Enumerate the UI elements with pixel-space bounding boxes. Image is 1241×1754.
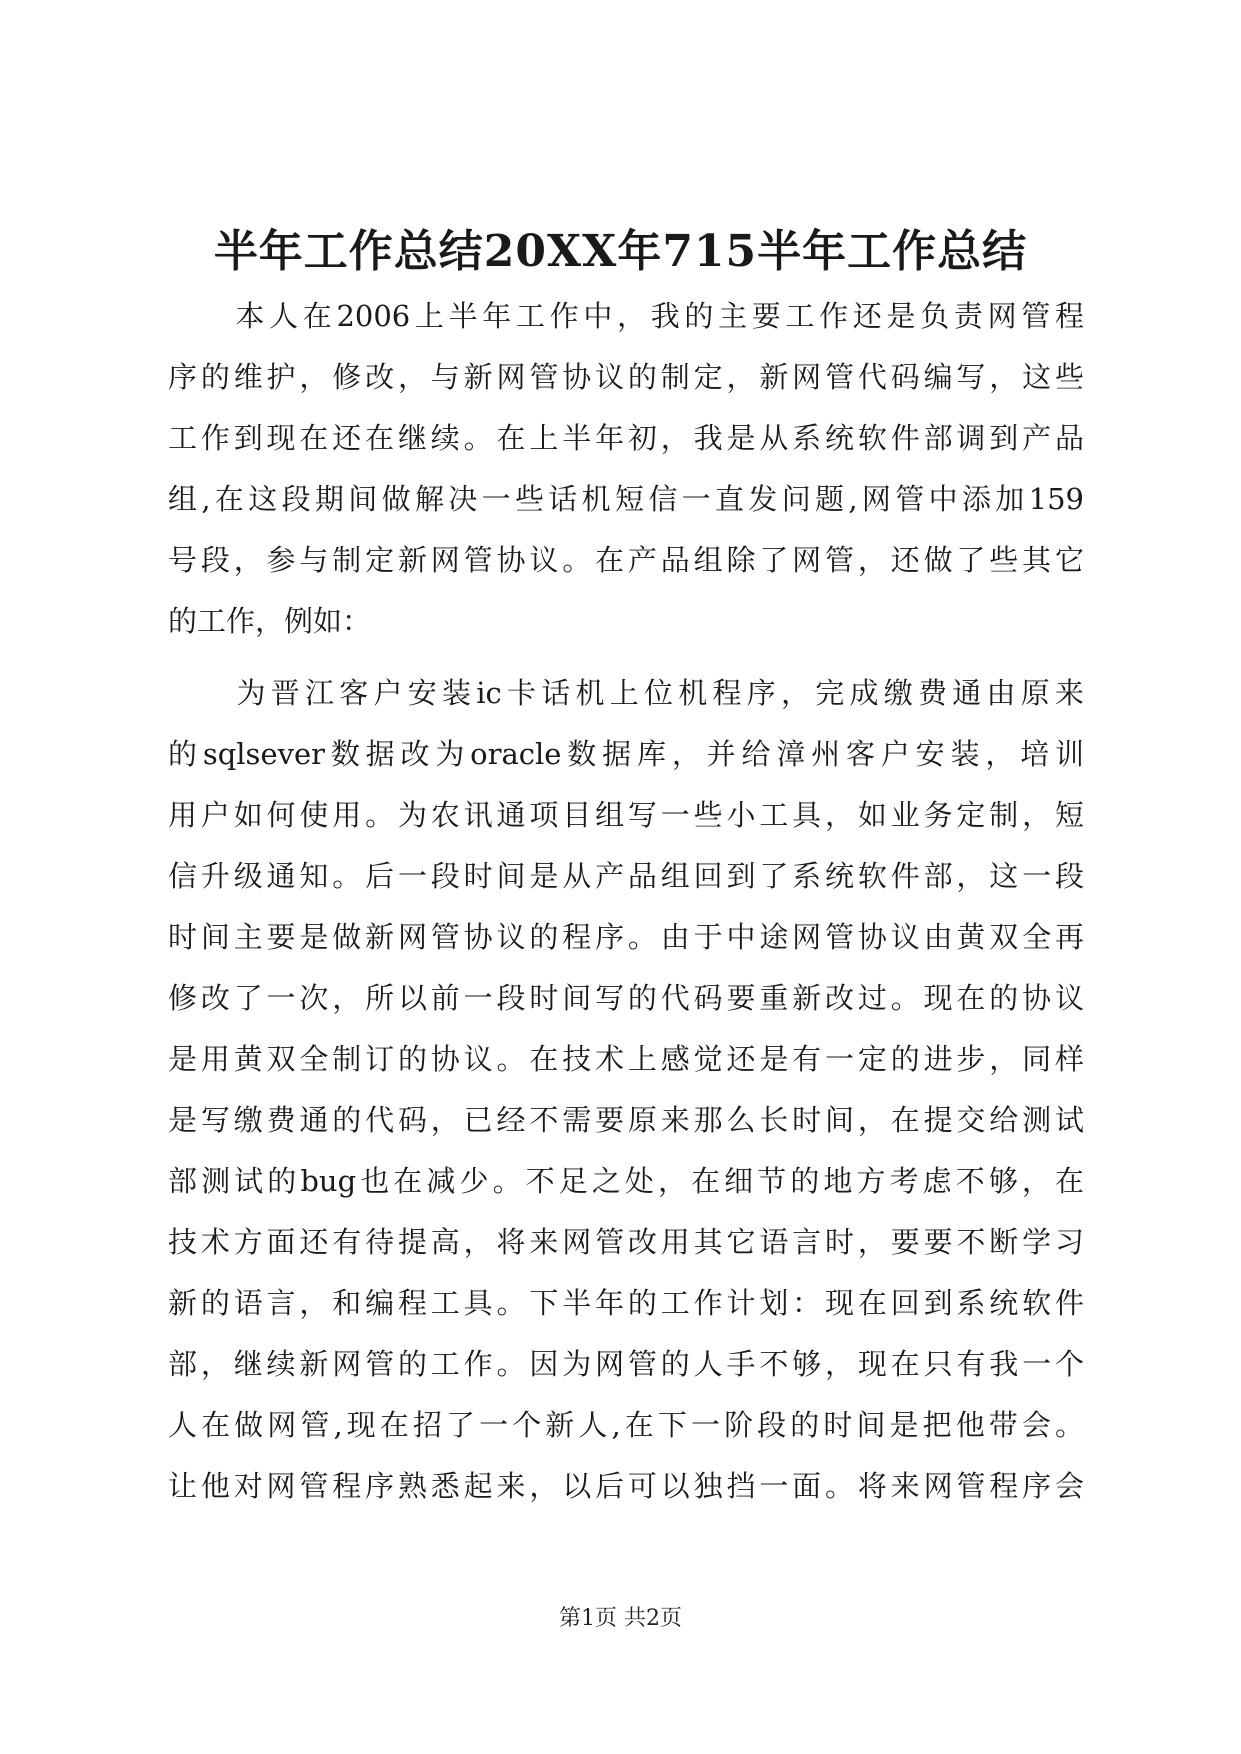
text-line: 序的维护，修改，与新网管协议的制定，新网管代码编写，这些 <box>168 360 1084 394</box>
text-line: 技术方面还有待提高，将来网管改用其它语言时，要要不断学习 <box>168 1225 1084 1259</box>
text-line: 本人在2006上半年工作中，我的主要工作还是负责网管程 <box>168 299 1084 333</box>
text-line: 是用黄双全制订的协议。在技术上感觉还是有一定的进步，同样 <box>168 1042 1084 1076</box>
text-line: 是写缴费通的代码，已经不需要原来那么长时间，在提交给测试 <box>168 1103 1084 1137</box>
text-line: 新的语言，和编程工具。下半年的工作计划：现在回到系统软件 <box>168 1286 1084 1320</box>
text-line: 让他对网管程序熟悉起来，以后可以独挡一面。将来网管程序会 <box>168 1469 1084 1503</box>
text-line: 组,在这段期间做解决一些话机短信一直发问题,网管中添加159 <box>168 482 1084 516</box>
text-line: 工作到现在还在继续。在上半年初，我是从系统软件部调到产品 <box>168 421 1084 455</box>
paragraph-2 <box>168 663 1084 1517</box>
text-line: 时间主要是做新网管协议的程序。由于中途网管协议由黄双全再 <box>168 920 1084 954</box>
text-line: 用户如何使用。为农讯通项目组写一些小工具，如业务定制，短 <box>168 798 1084 832</box>
text-line: 的sqlsever数据改为oracle数据库，并给漳州客户安装，培训 <box>168 737 1084 771</box>
text-line: 号段，参与制定新网管协议。在产品组除了网管，还做了些其它 <box>168 543 1084 577</box>
text-line: 部，继续新网管的工作。因为网管的人手不够，现在只有我一个 <box>168 1347 1084 1381</box>
document-title: 半年工作总结20XX年715半年工作总结 <box>213 226 1028 277</box>
paragraph-1 <box>168 286 1084 652</box>
text-line: 信升级通知。后一段时间是从产品组回到了系统软件部，这一段 <box>168 859 1084 893</box>
text-line: 的工作，例如： <box>168 604 372 638</box>
text-line: 部测试的bug也在减少。不足之处，在细节的地方考虑不够，在 <box>168 1164 1084 1198</box>
page-number-footer: 第1页 共2页 <box>559 1606 682 1631</box>
text-line: 人在做网管,现在招了一个新人,在下一阶段的时间是把他带会。 <box>168 1408 1084 1442</box>
text-line: 修改了一次，所以前一段时间写的代码要重新改过。现在的协议 <box>168 981 1084 1015</box>
text-line: 为晋江客户安装ic卡话机上位机程序，完成缴费通由原来 <box>168 676 1084 710</box>
